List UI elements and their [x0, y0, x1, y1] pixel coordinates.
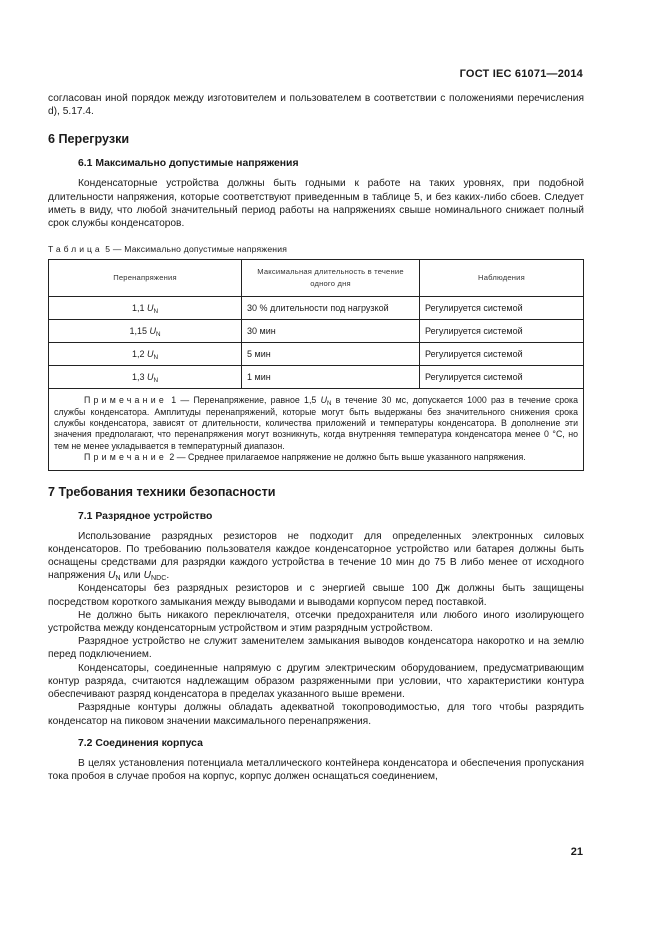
- table-notes-row: [49, 389, 584, 470]
- page-number: 21: [570, 846, 583, 858]
- table-header-row: [49, 260, 584, 297]
- subsection-7-1-heading: 7.1 Разрядное устройство: [78, 510, 213, 522]
- overvoltage-cell: 1,3 $U_N$: [49, 366, 242, 389]
- header-max-duration: Максимальная длительность в течение одного дня: [242, 260, 420, 297]
- table-row: [49, 297, 584, 320]
- duration-cell: 1 мин: [242, 366, 420, 389]
- paragraph-7-1-2: Конденсаторы без разрядных резисторов и с энергией свыше 100 Дж должны быть защищены посредством короткого замыкания между выводами и выводами корпусом перед поставкой.: [48, 583, 584, 608]
- table-row: [49, 343, 584, 366]
- table-note-1: Примечание 1 — Перенапряжение, равное 1,5 $U_N$ в течение 30 мс, допускается 1000 раз в течение срока службы конденсатора. Амплитуды перенапряжений, которые могут быть выдержаны без значительного снижения срока службы конденсатора, зависят от длительности, количества приложений и температуры конденсатора. В дополнение эти значения предполагают, что перенапряжения могут возникнуть, когда внутренняя температура конденсатора менее 0 °С, но тем не менее укладывается в температурный диапазон.: [54, 395, 578, 451]
- document-code: ГОСТ IEC 61071—2014: [459, 68, 583, 80]
- duration-cell: 30 % длительности под нагрузкой: [242, 297, 420, 320]
- observation-cell: Регулируется системой: [420, 320, 584, 343]
- paragraph-7-2-1: В целях установления потенциала металлического контейнера конденсатора и обеспечения пропускания тока пробоя в случае пробоя на корпус, корпус должен оснащаться соединением,: [48, 757, 584, 782]
- observation-cell: Регулируется системой: [420, 297, 584, 320]
- table-note-2: Примечание 2 — Среднее прилагаемое напряжение не должно быть выше указанного напряжения.: [84, 452, 526, 463]
- duration-cell: 5 мин: [242, 343, 420, 366]
- header-overvoltage: Перенапряжения: [49, 260, 242, 297]
- subsection-7-2-heading: 7.2 Соединения корпуса: [78, 737, 203, 749]
- page-content: [48, 92, 584, 783]
- overvoltage-cell: 1,1 $U_N$: [49, 297, 242, 320]
- observation-cell: Регулируется системой: [420, 366, 584, 389]
- section-7-heading: 7 Требования техники безопасности: [48, 484, 276, 499]
- duration-cell: 30 мин: [242, 320, 420, 343]
- paragraph-7-1-6: Разрядные контуры должны обладать адекватной токопроводимостью, для того чтобы разрядить конденсатор на пиковом значении максимального перенапряжения.: [48, 702, 584, 727]
- observation-cell: Регулируется системой: [420, 343, 584, 366]
- table-5-caption: Таблица 5 — Максимально допустимые напряжения: [48, 244, 288, 255]
- table-notes: [49, 389, 584, 470]
- paragraph-7-1-1: Использование разрядных резисторов не подходит для определенных электронных силовых конденсаторов. По требованию пользователя каждое конденсаторное устройство или батарея должны быть оснащены средствами для разрядки каждого устройства в течение 10 мин до 75 В либо менее от исходного напряжения $U_N$ или $U_{NDC}$.: [48, 530, 584, 583]
- paragraph-7-1-5: Конденсаторы, соединенные напрямую с другим электрическим оборудованием, предусматривающим контур разряда, считаются надлежащим образом разряженными при условии, что характеристики контура обеспечивают разряд конденсатора в пределах указанного выше времени.: [48, 662, 584, 701]
- table-5: [48, 259, 584, 470]
- paragraph-7-1-4: Разрядное устройство не служит заменителем замыкания выводов конденсатора накоротко и на землю перед подключением.: [48, 636, 584, 661]
- table-row: [49, 366, 584, 389]
- overvoltage-cell: 1,2 $U_N$: [49, 343, 242, 366]
- subsection-6-1-text: Конденсаторные устройства должны быть годными к работе на таких уровнях, при подобной длительности напряжения, которые соответствуют приведенным в таблице 5, и без каких-либо сбоев. Следует иметь в виду, что любой значительный период работы на напряжениях свыше номинального снижает полный срок службы конденсаторов.: [48, 178, 584, 230]
- table-row: [49, 320, 584, 343]
- section-6-heading: 6 Перегрузки: [48, 132, 130, 147]
- header-observations: Наблюдения: [420, 260, 584, 297]
- paragraph-7-1-3: Не должно быть никакого переключателя, отсечки предохранителя или любого иного изолирующего устройства между конденсаторным устройством и этим разрядным устройством.: [48, 609, 584, 635]
- overvoltage-cell: 1,15 $U_N$: [49, 320, 242, 343]
- intro-paragraph: согласован иной порядок между изготовителем и пользователем в соответствии с положениями перечисления d), 5.17.4.: [48, 93, 584, 118]
- subsection-6-1-heading: 6.1 Максимально допустимые напряжения: [78, 158, 299, 170]
